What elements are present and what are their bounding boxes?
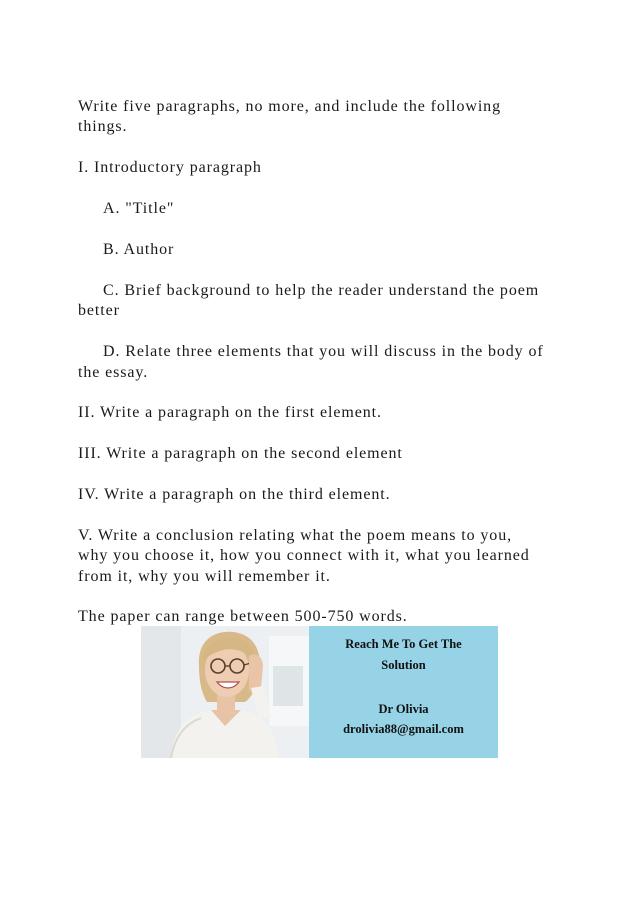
text-line: the essay. [78, 364, 149, 381]
text-line: A. "Title" [103, 200, 175, 217]
text-line: why you choose it, how you connect with it, what you learned [78, 547, 530, 564]
text-line: III. Write a paragraph on the second element [78, 445, 403, 462]
text-line: better [78, 302, 120, 319]
contact-banner [141, 626, 498, 758]
contact-email[interactable]: drolivia88@gmail.com [343, 722, 464, 736]
text-line: V. Write a conclusion relating what the poem means to you, [78, 527, 512, 544]
text-line: The paper can range between 500-750 words. [78, 608, 408, 625]
contact-card [309, 626, 498, 758]
text-line: II. Write a paragraph on the first element. [78, 404, 382, 421]
text-line: D. Relate three elements that you will discuss in the body of [103, 343, 544, 360]
text-line: from it, why you will remember it. [78, 568, 331, 585]
portrait-photo [141, 626, 309, 758]
text-line: C. Brief background to help the reader understand the poem [103, 282, 540, 299]
contact-headline: Reach Me To Get The [345, 637, 462, 651]
text-line: B. Author [103, 241, 175, 258]
text-line: IV. Write a paragraph on the third element. [78, 486, 391, 503]
text-line: I. Introductory paragraph [78, 159, 262, 176]
contact-headline-cont: Solution [381, 658, 426, 672]
text-line: Write five paragraphs, no more, and include the following [78, 98, 501, 115]
contact-name: Dr Olivia [378, 702, 429, 716]
text-line: things. [78, 118, 128, 135]
